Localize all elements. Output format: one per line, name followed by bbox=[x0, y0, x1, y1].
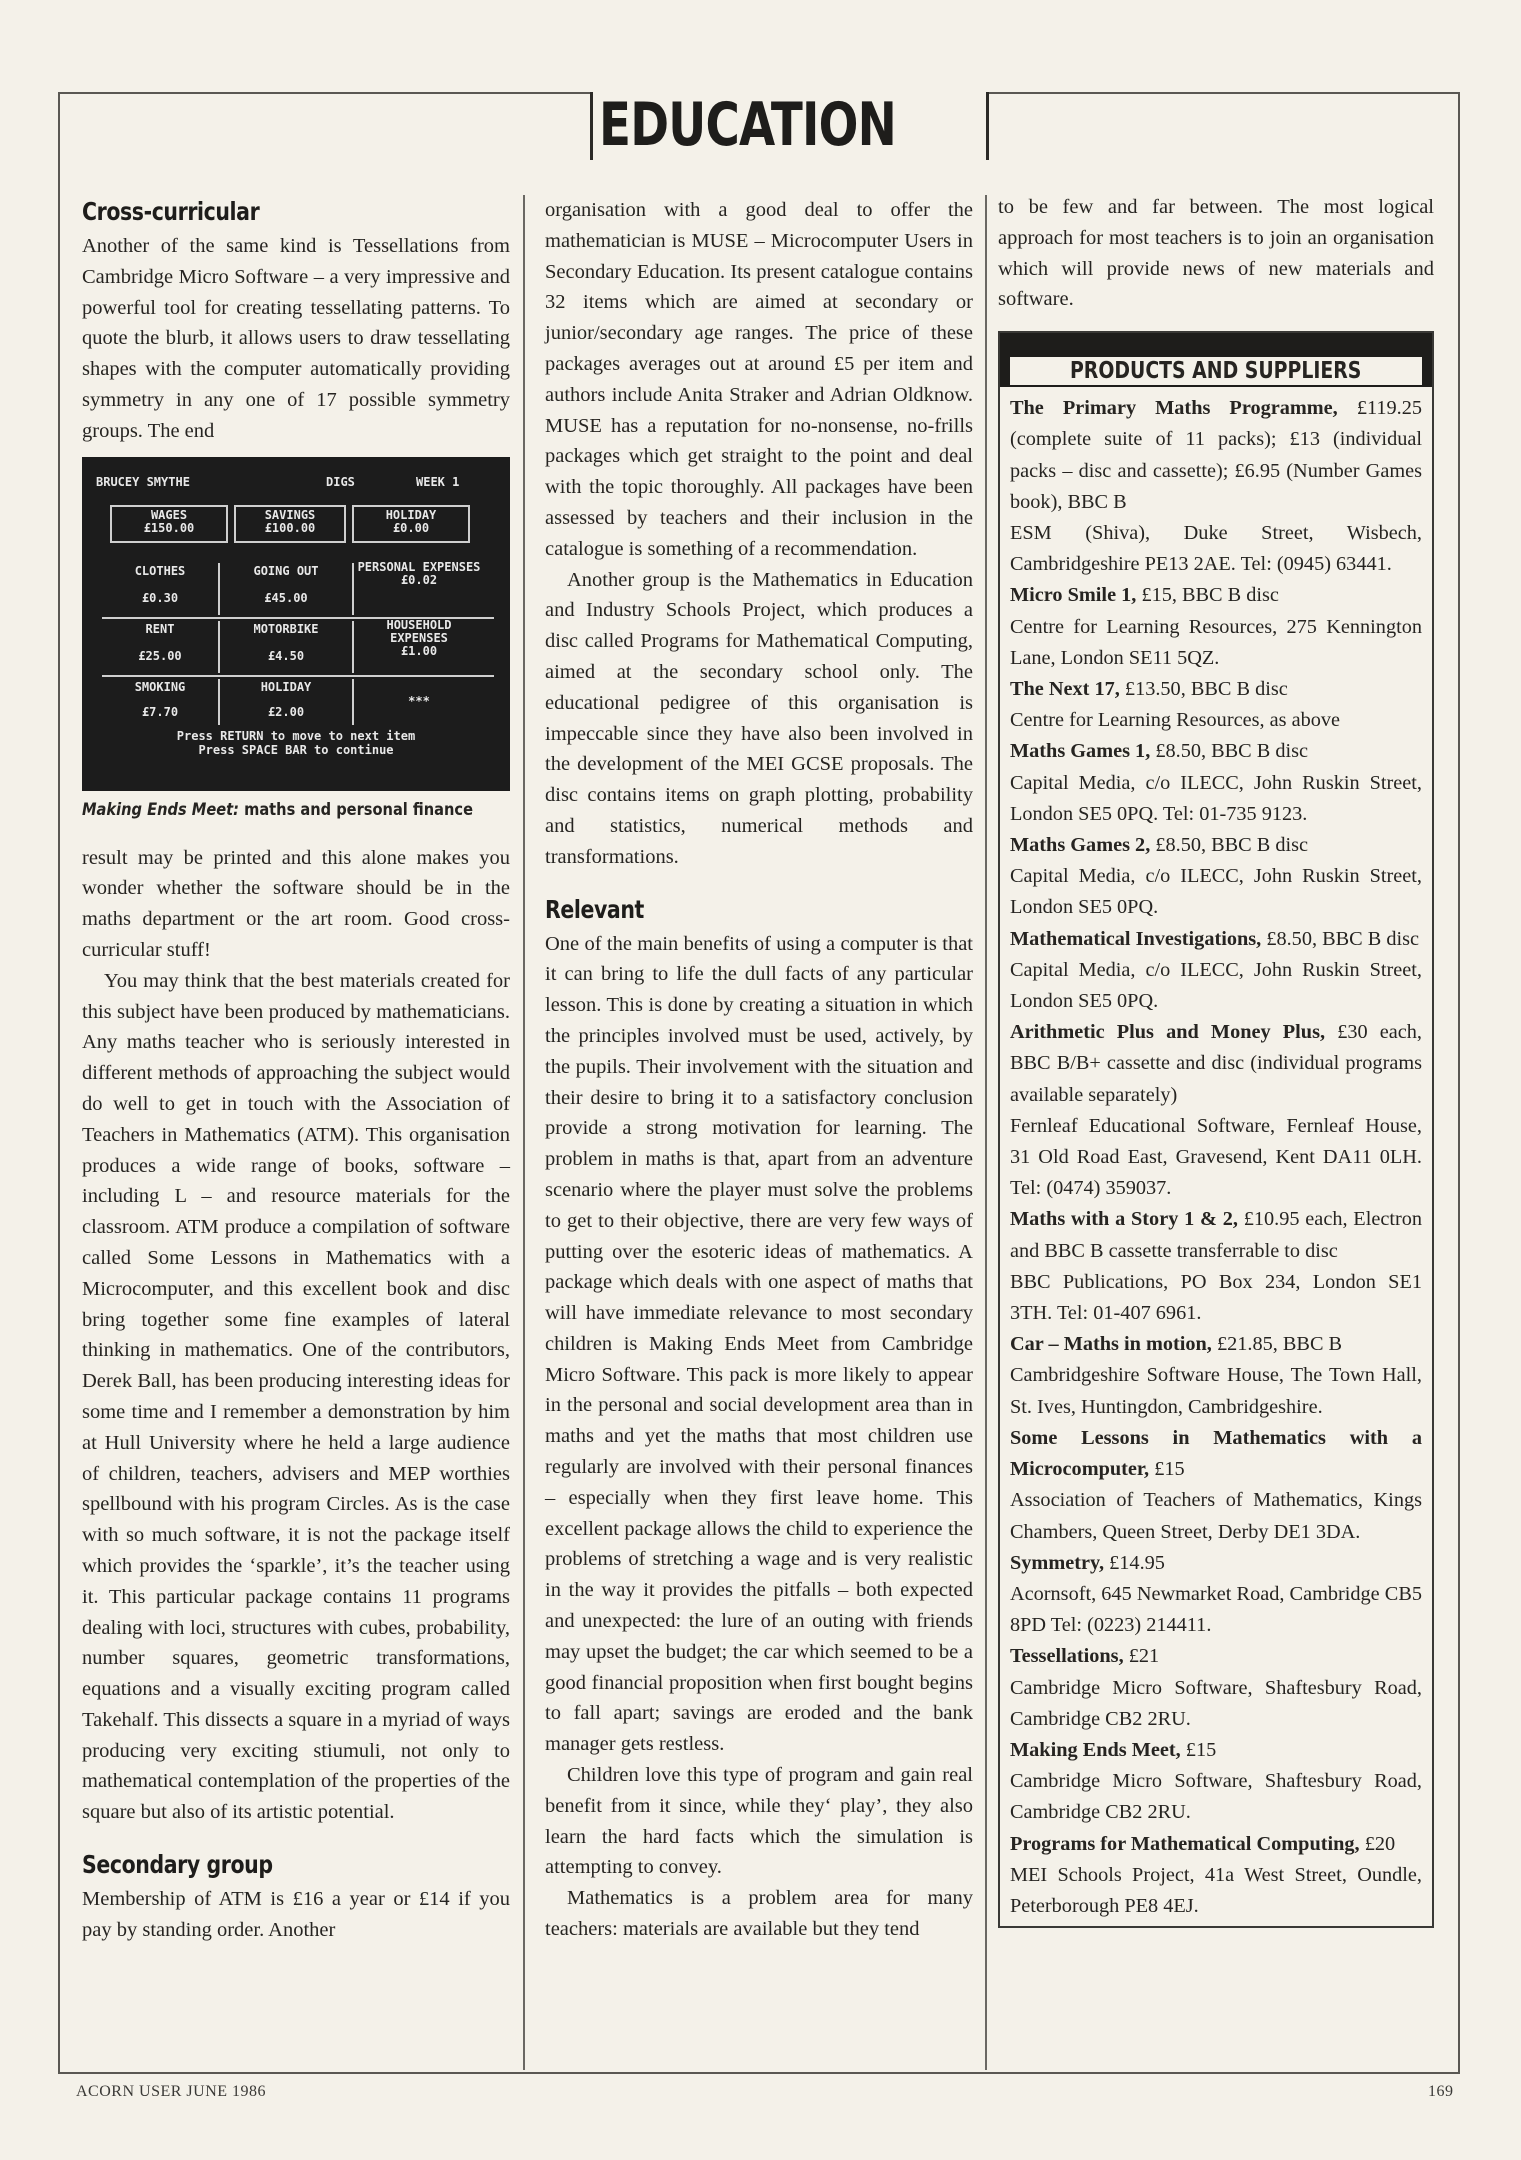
supplier-address: Centre for Learning Resources, 275 Kennington Lane, London SE11 5QZ. bbox=[1010, 615, 1422, 669]
list-item bbox=[1010, 830, 1422, 861]
supplier-address: MEI Schools Project, 41a West Street, Oundle, Peterborough PE8 4EJ. bbox=[1010, 1863, 1422, 1917]
cell-holiday-2: HOLIDAY £2.00 bbox=[220, 679, 354, 725]
product-details: £15 bbox=[1185, 1738, 1217, 1761]
supplier-address: Fernleaf Educational Software, Fernleaf House, 31 Old Road East, Gravesend, Kent DA11 0LH. Tel: (0474) 359037. bbox=[1010, 1114, 1422, 1200]
product-title: Maths Games 1, bbox=[1010, 740, 1151, 763]
product-details: £8.50, BBC B disc bbox=[1155, 834, 1309, 857]
list-item bbox=[1010, 924, 1422, 955]
cell-rent: RENT £25.00 bbox=[102, 621, 220, 673]
supplier-list bbox=[1010, 393, 1422, 1922]
paragraph: Children love this type of program and gain real benefit from it since, while they‘ play’, they also learn the hard facts which the simulation is attempting to convey. bbox=[545, 1764, 973, 1879]
column-2 bbox=[545, 195, 973, 1945]
column-1 bbox=[82, 195, 510, 1946]
screen-instruction: Press RETURN to move to next item bbox=[176, 728, 416, 743]
list-item bbox=[1010, 674, 1422, 705]
product-details: £8.50, BBC B disc bbox=[1155, 740, 1309, 763]
list-item bbox=[1010, 1267, 1422, 1329]
column-rule bbox=[523, 195, 525, 2070]
list-item bbox=[1010, 1735, 1422, 1766]
list-item bbox=[1010, 1423, 1422, 1485]
cell-holiday: HOLIDAY £0.00 bbox=[352, 505, 470, 543]
paragraph: result may be printed and this alone makes you wonder whether the software should be in the maths department or the art room. Good cross-curricular stuff! bbox=[82, 846, 510, 961]
product-details: £14.95 bbox=[1109, 1551, 1165, 1574]
cell-stars: *** bbox=[408, 693, 430, 708]
supplier-address: Centre for Learning Resources, as above bbox=[1010, 709, 1341, 732]
cell-personal-expenses: PERSONAL EXPENSES £0.02 bbox=[357, 559, 481, 587]
list-item bbox=[1010, 1641, 1422, 1672]
location-label: DIGS bbox=[326, 474, 355, 489]
paragraph: Mathematics is a problem area for many teachers: materials are available but they tend bbox=[545, 1887, 973, 1941]
products-and-suppliers-box bbox=[998, 331, 1434, 1928]
software-screenshot bbox=[82, 457, 510, 791]
product-title: Programs for Mathematical Computing, bbox=[1010, 1832, 1360, 1855]
section-masthead bbox=[590, 92, 989, 160]
player-name: BRUCEY SMYTHE bbox=[96, 474, 190, 489]
paragraph: organisation with a good deal to offer the mathematician is MUSE – Microcomputer Users in Secondary Education. Its present catalogue contains 32 items which are aimed at secondary or junior/secondary age ranges. The price of these packages averages out at around £5 per item and authors include Anita Straker and Adrian Oldknow. MUSE has a reputation for no-nonsense, no-frills packages which get straight to the point and deal with the topic thoroughly. All packages have been assessed by teachers and their inclusion in the catalogue is something of a recommendation. bbox=[545, 199, 973, 560]
product-title: Maths with a Story 1 & 2, bbox=[1010, 1208, 1238, 1231]
list-item bbox=[1010, 1485, 1422, 1547]
screen-instruction: Press SPACE BAR to continue bbox=[198, 742, 394, 757]
box-header: PRODUCTS AND SUPPLIERS bbox=[1000, 333, 1432, 387]
product-details: £30 each, BBC B/B+ cassette and disc (individual programs available separately) bbox=[1010, 1021, 1423, 1106]
cell-wages: WAGES £150.00 bbox=[110, 505, 228, 543]
section-title: EDUCATION bbox=[599, 90, 897, 160]
product-details: £8.50, BBC B disc bbox=[1266, 927, 1420, 950]
subheading-relevant: Relevant bbox=[545, 894, 644, 924]
list-item bbox=[1010, 1111, 1422, 1205]
list-item bbox=[1010, 1860, 1422, 1922]
product-title: The Primary Maths Programme, bbox=[1010, 397, 1338, 420]
cell-motorbike: MOTORBIKE £4.50 bbox=[220, 621, 354, 673]
grid-line bbox=[102, 675, 494, 677]
paragraph: One of the main benefits of using a computer is that it can bring to life the dull facts of any particular lesson. This is done by creating a situation in which the principles involved must be used, actively, by the pupils. Their involvement with the situation and their desire to bring it to a satisfactory conclusion provide a strong motivation for learning. The problem in maths is that, apart from an adventure scenario where the player must solve the problems to get to their objective, there are very few ways of putting over the esoteric ideas of mathematics. A package which deals with one aspect of maths that will have immediate relevance to most secondary children is Making Ends Meet from Cambridge Micro Software. This pack is more likely to appear in the personal and social development area than in maths and yet the maths that most children use regularly are involved with their personal finances – especially when they first leave home. This excellent package allows the child to experience the problems of stretching a wage and is very realistic in the way it provides the pitfalls – both expected and unexpected: the lure of an outing with friends may upset the budget; the car which seemed to be a good financial proposition when first bought begins to fall apart; savings are eroded and the bank manager gets restless. bbox=[545, 932, 973, 1756]
product-title: Maths Games 2, bbox=[1010, 834, 1151, 857]
supplier-address: Acornsoft, 645 Newmarket Road, Cambridge CB5 8PD Tel: (0223) 214411. bbox=[1010, 1582, 1422, 1637]
product-title: Symmetry, bbox=[1010, 1551, 1105, 1574]
supplier-address: Cambridge Micro Software, Shaftesbury Road, Cambridge CB2 2RU. bbox=[1010, 1770, 1422, 1824]
list-item bbox=[1010, 612, 1422, 674]
footer-publication: ACORN USER JUNE 1986 bbox=[76, 2083, 267, 2100]
list-item bbox=[1010, 1548, 1422, 1579]
list-item bbox=[1010, 861, 1422, 923]
product-title: Arithmetic Plus and Money Plus, bbox=[1010, 1021, 1326, 1044]
paragraph: You may think that the best materials created for this subject have been produced by mathematicians. Any maths teacher who is seriously interested in different methods of approaching the subject would do well to get in touch with the Association of Teachers in Mathematics (ATM). This organisation produces a wide range of books, software – including L – and resource materials for the classroom. ATM produce a compilation of software called Some Lessons in Mathematics with a Microcomputer, and this excellent book and disc bring together some fine examples of lateral thinking in mathematics. One of the contributors, Derek Ball, has been producing interesting ideas for some time and I remember a demonstration by him at Hull University where he held a large audience of children, teachers, advisers and MEP worthies spellbound with his program Circles. As is the case with so much software, it is not the package itself which provides the ‘sparkle’, it’s the teacher using it. This particular package contains 11 programs dealing with loci, structures with cubes, probability, number squares, geometric transformations, equations and a visually exciting program called Takehalf. This dissects a square in a myriad of ways producing very exciting stiumuli, not only to mathematical contemplation of the properties of the square but also of its artistic potential. bbox=[82, 969, 510, 1824]
list-item bbox=[1010, 955, 1422, 1017]
list-item bbox=[1010, 705, 1422, 736]
cell-clothes: CLOTHES £0.30 bbox=[102, 563, 220, 615]
supplier-address: Capital Media, c/o ILECC, John Ruskin Street, London SE5 0PQ. bbox=[1010, 865, 1422, 919]
product-title: The Next 17, bbox=[1010, 678, 1120, 701]
list-item bbox=[1010, 768, 1422, 830]
product-details: £20 bbox=[1364, 1832, 1396, 1855]
list-item bbox=[1010, 518, 1422, 580]
supplier-address: Association of Teachers of Mathematics, Kings Chambers, Queen Street, Derby DE1 3DA. bbox=[1010, 1489, 1422, 1543]
list-item bbox=[1010, 1360, 1422, 1422]
product-details: £10.95 each, Electron and BBC B cassette transferrable to disc bbox=[1010, 1208, 1423, 1262]
product-title: Tessellations, bbox=[1010, 1645, 1124, 1668]
subheading-cross-curricular: Cross-curricular bbox=[82, 197, 260, 226]
subheading-secondary-group: Secondary group bbox=[82, 1850, 273, 1880]
week-label: WEEK 1 bbox=[416, 474, 460, 489]
supplier-address: Capital Media, c/o ILECC, John Ruskin Street, London SE5 0PQ. Tel: 01-735 9123. bbox=[1010, 771, 1422, 825]
list-item bbox=[1010, 1204, 1422, 1266]
paragraph: to be few and far between. The most logical approach for most teachers is to join an organisation which will provide news of new materials and software. bbox=[998, 196, 1434, 311]
list-item bbox=[1010, 1579, 1422, 1641]
cell-savings: SAVINGS £100.00 bbox=[234, 505, 346, 543]
image-caption: Making Ends Meet: maths and personal finance bbox=[82, 799, 474, 820]
paragraph: Another group is the Mathematics in Education and Industry Schools Project, which produces a disc called Programs for Mathematical Computing, aimed at the secondary school only. The educational pedigree of this organisation is impeccable since they have also been involved in the development of the MEI GCSE proposals. The disc contains items on graph plotting, probability and statistics, numerical methods and transformations. bbox=[545, 568, 973, 868]
column-rule bbox=[985, 195, 987, 2070]
cell-household-expenses: HOUSEHOLD EXPENSES £1.00 bbox=[386, 617, 452, 658]
column-3 bbox=[998, 192, 1434, 1928]
product-details: £15, BBC B disc bbox=[1141, 584, 1279, 607]
paragraph: Membership of ATM is £16 a year or £14 if you pay by standing order. Another bbox=[82, 1888, 510, 1941]
product-details: £15 bbox=[1154, 1458, 1185, 1481]
product-title: Mathematical Investigations, bbox=[1010, 927, 1262, 950]
supplier-address: Cambridgeshire Software House, The Town Hall, St. Ives, Huntingdon, Cambridgeshire. bbox=[1010, 1364, 1422, 1418]
product-title: Some Lessons in Mathematics with a Microcomputer, bbox=[1010, 1426, 1422, 1481]
paragraph: Another of the same kind is Tessellations from Cambridge Micro Software – a very impressive and powerful tool for creating tessellating patterns. To quote the blurb, it allows users to draw tessellating shapes with the computer automatically providing symmetry in any one of 17 possible symmetry groups. The end bbox=[82, 235, 510, 442]
list-item bbox=[1010, 736, 1422, 767]
list-item bbox=[1010, 1766, 1422, 1828]
supplier-address: Capital Media, c/o ILECC, John Ruskin Street, London SE5 0PQ. bbox=[1010, 958, 1422, 1013]
list-item bbox=[1010, 1673, 1422, 1735]
list-item bbox=[1010, 1329, 1422, 1360]
supplier-address: BBC Publications, PO Box 234, London SE1 3TH. Tel: 01-407 6961. bbox=[1010, 1270, 1422, 1325]
list-item bbox=[1010, 1829, 1422, 1860]
product-details: £21 bbox=[1128, 1645, 1160, 1668]
product-title: Micro Smile 1, bbox=[1010, 584, 1137, 607]
supplier-address: ESM (Shiva), Duke Street, Wisbech, Cambridgeshire PE13 2AE. Tel: (0945) 63441. bbox=[1010, 522, 1422, 576]
cell-smoking: SMOKING £7.70 bbox=[102, 679, 220, 725]
supplier-address: Cambridge Micro Software, Shaftesbury Road, Cambridge CB2 2RU. bbox=[1010, 1676, 1422, 1730]
list-item bbox=[1010, 580, 1422, 611]
list-item bbox=[1010, 1017, 1422, 1111]
list-item bbox=[1010, 393, 1422, 518]
product-title: Car – Maths in motion, bbox=[1010, 1333, 1212, 1356]
product-details: £13.50, BBC B disc bbox=[1124, 678, 1288, 701]
product-details: £119.25 (complete suite of 11 packs); £13 (individual packs – disc and cassette); £6.95 (Number Games book), BBC B bbox=[1010, 397, 1422, 513]
cell-going-out: GOING OUT £45.00 bbox=[220, 563, 354, 615]
product-details: £21.85, BBC B bbox=[1216, 1333, 1343, 1356]
page-number: 169 bbox=[1428, 2083, 1454, 2100]
product-title: Making Ends Meet, bbox=[1010, 1738, 1181, 1761]
